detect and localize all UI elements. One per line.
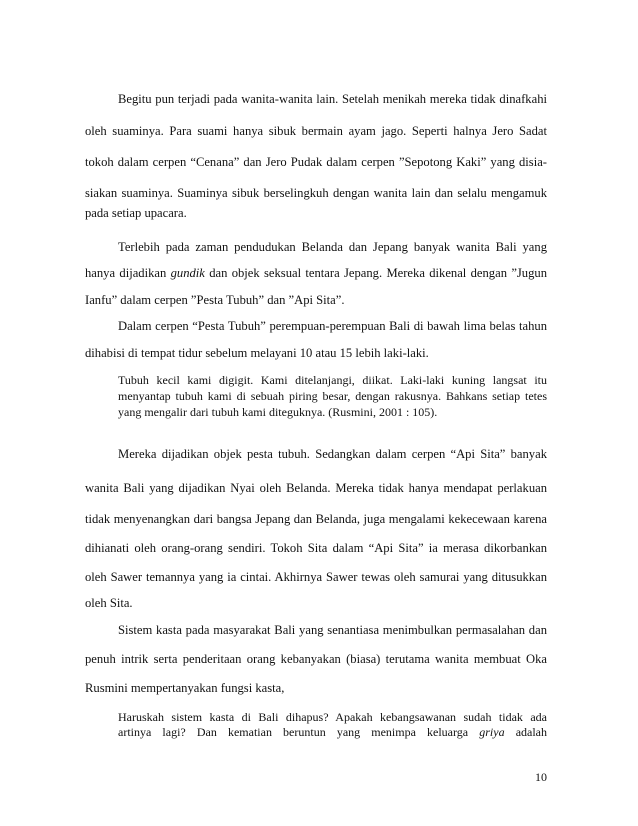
body-line: hanya dijadikan gundik dan objek seksual tentara Jepang. Mereka dikenal dengan ”Jugun [85, 266, 547, 280]
body-line: Rusmini mempertanyakan fungsi kasta, [85, 681, 285, 695]
body-line: dihabisi di tempat tidur sebelum melayani 10 atau 15 lebih laki-laki. [85, 346, 429, 360]
body-line: oleh suaminya. Para suami hanya sibuk bermain ayam jago. Seperti halnya Jero Sadat [85, 124, 547, 138]
body-line: pada setiap upacara. [85, 206, 187, 220]
body-line: Dalam cerpen “Pesta Tubuh” perempuan-perempuan Bali di bawah lima belas tahun [118, 319, 547, 333]
page-number: 10 [535, 770, 547, 784]
body-line: Mereka dijadikan objek pesta tubuh. Sedangkan dalam cerpen “Api Sita” banyak [118, 447, 547, 461]
body-line: oleh Sawer temannya yang ia cintai. Akhirnya Sawer tewas oleh samurai yang ditusukkan [85, 570, 547, 584]
block-quote-line: yang mengalir dari tubuh kami diteguknya. (Rusmini, 2001 : 105). [118, 405, 438, 419]
block-quote-line: artinya lagi? Dan kematian beruntun yang menimpa keluarga griya adalah [118, 725, 548, 739]
body-line: wanita Bali yang dijadikan Nyai oleh Belanda. Mereka tidak hanya mendapat perlakuan [85, 481, 547, 495]
block-quote-line: Haruskah sistem kasta di Bali dihapus? Apakah kebangsawanan sudah tidak ada [118, 710, 547, 724]
body-line: oleh Sita. [85, 596, 133, 610]
body-line: tidak menyenangkan dari bangsa Jepang dan Belanda, juga mengalami kekecewaan karena [85, 512, 547, 526]
block-quote-line: Tubuh kecil kami digigit. Kami ditelanjangi, diikat. Laki-laki kuning langsat itu [118, 373, 547, 387]
block-quote-line: menyantap tubuh kami di sebuah piring besar, dengan rakusnya. Bahkans setiap tetes [118, 389, 547, 403]
body-line: Ianfu” dalam cerpen ”Pesta Tubuh” dan ”Api Sita”. [85, 293, 345, 307]
body-line: Sistem kasta pada masyarakat Bali yang senantiasa menimbulkan permasalahan dan [118, 623, 547, 637]
body-line: Begitu pun terjadi pada wanita-wanita lain. Setelah menikah mereka tidak dinafkahi [118, 92, 547, 106]
italic-term: gundik [170, 266, 205, 280]
italic-term: griya [479, 725, 505, 739]
body-line: tokoh dalam cerpen “Cenana” dan Jero Pudak dalam cerpen ”Sepotong Kaki” yang disia- [85, 155, 547, 169]
body-line: Terlebih pada zaman pendudukan Belanda dan Jepang banyak wanita Bali yang [118, 240, 547, 254]
body-line: siakan suaminya. Suaminya sibuk berselingkuh dengan wanita lain dan selalu mengamuk [85, 186, 547, 200]
body-line: dihianati oleh orang-orang sendiri. Tokoh Sita dalam “Api Sita” ia merasa dikorbankan [85, 541, 547, 555]
body-line: penuh intrik serta penderitaan orang kebanyakan (biasa) terutama wanita membuat Oka [85, 652, 547, 666]
